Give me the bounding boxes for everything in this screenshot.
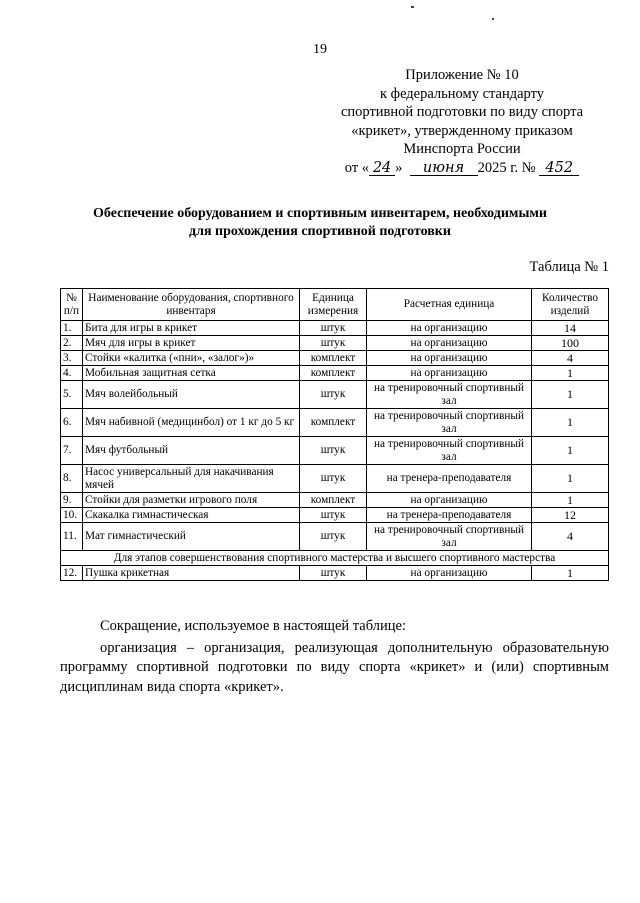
cell-qty: 1: [532, 493, 609, 508]
cell-num: 8.: [61, 465, 83, 493]
cell-name: Мяч волейбольный: [83, 381, 300, 409]
document-title: [0, 205, 640, 241]
cell-unit: штук: [300, 381, 367, 409]
cell-name: Бита для игры в крикет: [83, 321, 300, 336]
cell-name: Стойки «калитка («пни», «залог»)»: [83, 351, 300, 366]
page-number: 19: [313, 42, 327, 57]
cell-qty: 1: [532, 566, 609, 581]
abbreviation-note: [60, 617, 609, 697]
table-row: [61, 321, 609, 336]
table-row: [61, 566, 609, 581]
table-row: [61, 366, 609, 381]
cell-num: 5.: [61, 381, 83, 409]
title-line: для прохождения спортивной подготовки: [189, 224, 451, 239]
cell-num: 12.: [61, 566, 83, 581]
cell-unit: комплект: [300, 409, 367, 437]
appendix-line: «крикет», утвержденному приказом: [351, 122, 573, 139]
table-row: [61, 523, 609, 551]
date-mid: »: [395, 159, 403, 176]
scan-mark: [411, 6, 414, 8]
cell-qty: 1: [532, 366, 609, 381]
appendix-line: Приложение № 10: [405, 67, 519, 83]
header-num: № п/п: [61, 289, 83, 321]
table-row: [61, 336, 609, 351]
order-number: 452: [539, 161, 579, 176]
appendix-header: [317, 66, 607, 178]
header-qty: Количество изделий: [532, 289, 609, 321]
cell-name: Мяч набивной (медицинбол) от 1 кг до 5 кг: [83, 409, 300, 437]
cell-qty: 4: [532, 523, 609, 551]
cell-num: 9.: [61, 493, 83, 508]
date-day: 24: [369, 161, 395, 176]
cell-calc: на организацию: [367, 351, 532, 366]
cell-qty: 4: [532, 351, 609, 366]
cell-num: 4.: [61, 366, 83, 381]
date-prefix: от «: [344, 159, 370, 176]
cell-name: Стойки для разметки игрового поля: [83, 493, 300, 508]
cell-num: 10.: [61, 508, 83, 523]
cell-unit: штук: [300, 523, 367, 551]
cell-num: 2.: [61, 336, 83, 351]
date-month: июня: [410, 161, 478, 176]
cell-qty: 12: [532, 508, 609, 523]
cell-calc: на тренировочный спортивный зал: [367, 381, 532, 409]
cell-name: Мяч футбольный: [83, 437, 300, 465]
table-row: [61, 351, 609, 366]
cell-name: Насос универсальный для накачивания мячей: [83, 465, 300, 493]
appendix-line: к федеральному стандарту: [380, 85, 544, 102]
cell-name: Мобильная защитная сетка: [83, 366, 300, 381]
appendix-line: спортивной подготовки по виду спорта: [340, 104, 584, 121]
cell-calc: на тренировочный спортивный зал: [367, 437, 532, 465]
cell-num: 6.: [61, 409, 83, 437]
cell-unit: штук: [300, 321, 367, 336]
table-header-row: [61, 289, 609, 321]
table-row: [61, 493, 609, 508]
equipment-table: [60, 288, 609, 581]
cell-qty: 14: [532, 321, 609, 336]
cell-unit: штук: [300, 336, 367, 351]
cell-calc: на организацию: [367, 493, 532, 508]
header-unit: Единица измерения: [300, 289, 367, 321]
cell-name: Пушка крикетная: [83, 566, 300, 581]
cell-calc: на тренера-преподавателя: [367, 508, 532, 523]
date-year: 2025 г. №: [477, 159, 536, 176]
cell-calc: на тренировочный спортивный зал: [367, 523, 532, 551]
table-row: [61, 409, 609, 437]
cell-num: 11.: [61, 523, 83, 551]
appendix-line: Минспорта России: [403, 141, 521, 158]
cell-calc: на тренера-преподавателя: [367, 465, 532, 493]
cell-name: Мяч для игры в крикет: [83, 336, 300, 351]
cell-num: 1.: [61, 321, 83, 336]
scan-mark: [492, 18, 494, 20]
cell-num: 7.: [61, 437, 83, 465]
cell-name: Мат гимнастический: [83, 523, 300, 551]
table-row: [61, 437, 609, 465]
cell-unit: комплект: [300, 493, 367, 508]
section-heading: Для этапов совершенствования спортивного мастерства и высшего спортивного мастерства: [61, 551, 609, 566]
cell-unit: комплект: [300, 351, 367, 366]
table-row: [61, 508, 609, 523]
table-row: [61, 465, 609, 493]
table-label: Таблица № 1: [529, 259, 609, 275]
cell-qty: 100: [532, 336, 609, 351]
header-calc: Расчетная единица: [367, 289, 532, 321]
cell-name: Скакалка гимнастическая: [83, 508, 300, 523]
cell-unit: штук: [300, 508, 367, 523]
table-section-row: [61, 551, 609, 566]
order-date-line: [317, 159, 607, 178]
cell-unit: штук: [300, 437, 367, 465]
title-line: Обеспечение оборудованием и спортивным инвентарем, необходимыми: [93, 206, 547, 221]
cell-num: 3.: [61, 351, 83, 366]
header-name: Наименование оборудования, спортивного инвентаря: [83, 289, 300, 321]
cell-qty: 1: [532, 409, 609, 437]
cell-unit: штук: [300, 566, 367, 581]
note-heading: Сокращение, используемое в настоящей таблице:: [100, 618, 406, 634]
cell-unit: комплект: [300, 366, 367, 381]
cell-calc: на организацию: [367, 321, 532, 336]
cell-calc: на организацию: [367, 566, 532, 581]
cell-qty: 1: [532, 381, 609, 409]
cell-calc: на тренировочный спортивный зал: [367, 409, 532, 437]
cell-unit: штук: [300, 465, 367, 493]
cell-calc: на организацию: [367, 336, 532, 351]
table-row: [61, 381, 609, 409]
cell-qty: 1: [532, 437, 609, 465]
cell-calc: на организацию: [367, 366, 532, 381]
note-definition: организация – организация, реализующая дополнительную образовательную программу спортивной подготовки по виду спорта «крикет» и (или) спортивным дисциплинам вида спорта «крикет».: [60, 639, 609, 695]
cell-qty: 1: [532, 465, 609, 493]
